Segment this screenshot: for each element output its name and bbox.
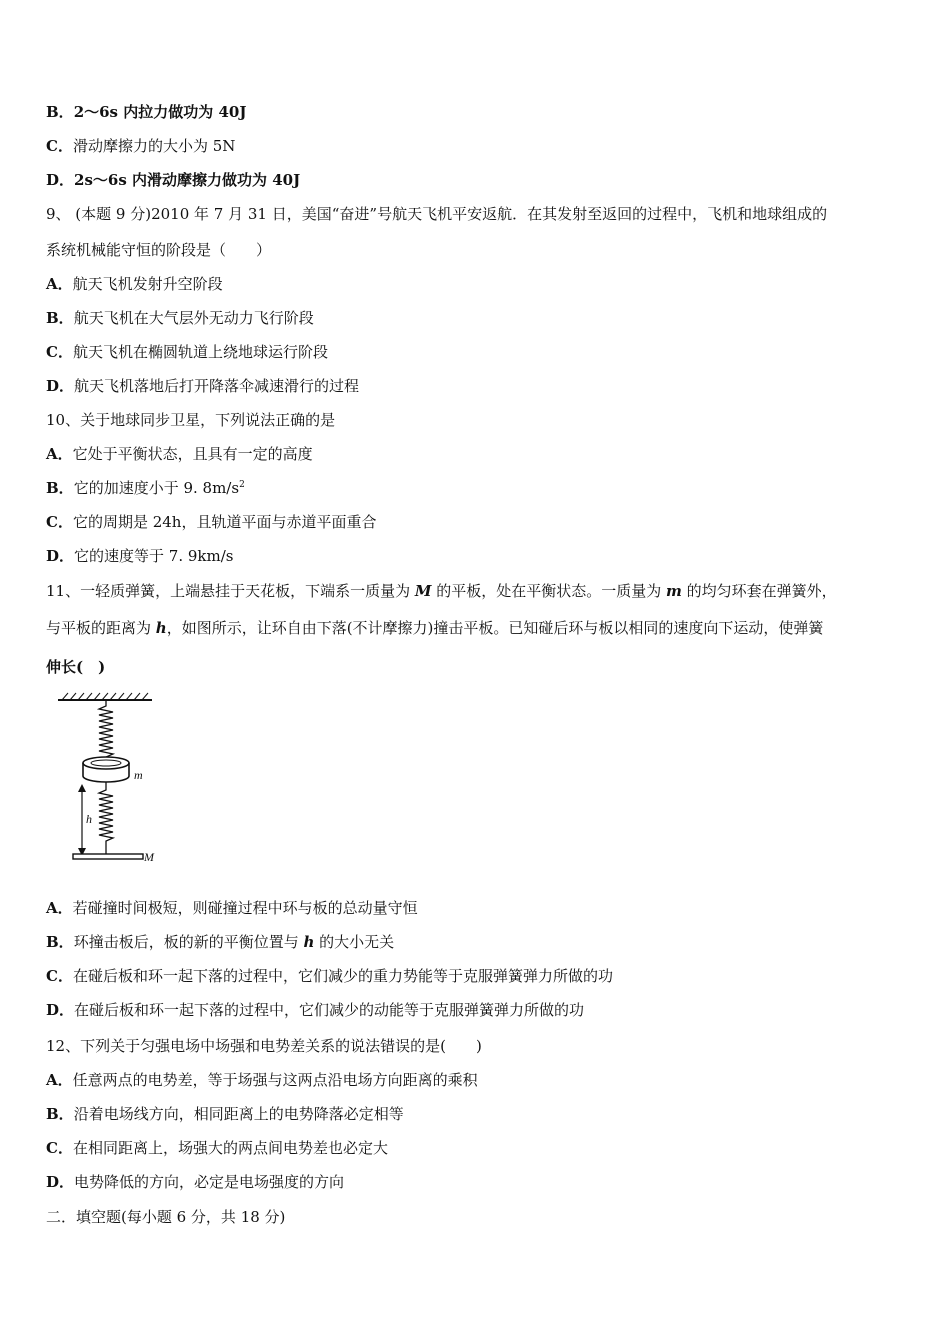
q12-option-d xyxy=(46,1172,344,1192)
h-arrow-head-top xyxy=(78,784,86,792)
section-heading: 二．填空题(每小题 6 分，共 18 分) xyxy=(46,1208,286,1226)
option-label: D． xyxy=(46,1001,75,1019)
option-text: 在碰后板和环一起下落的过程中，它们减少的动能等于克服弹簧弹力所做的功 xyxy=(74,1001,585,1019)
var-h: h xyxy=(303,933,315,951)
option-label: A． xyxy=(46,275,73,293)
option-label: D． xyxy=(46,547,75,565)
option-text: 它处于平衡状态，且具有一定的高度 xyxy=(72,445,313,463)
option-text: 2s～6s 内滑动摩擦力做功为 40J xyxy=(74,171,301,189)
q9-stem-line2: 系统机械能守恒的阶段是（ ） xyxy=(46,241,272,259)
option-label: C． xyxy=(46,137,73,155)
q9-option-a xyxy=(46,274,223,294)
option-text: 在碰后板和环一起下落的过程中，它们减少的重力势能等于克服弹簧弹力所做的功 xyxy=(72,967,613,985)
h-label: h xyxy=(86,812,92,826)
option-text: 滑动摩擦力的大小为 5N xyxy=(72,137,236,155)
option-label: B． xyxy=(46,1105,74,1123)
option-label: D． xyxy=(46,171,75,189)
plate xyxy=(73,854,143,859)
ring-inner xyxy=(91,760,121,766)
q11-option-b xyxy=(46,932,394,952)
option-label: C． xyxy=(46,967,73,985)
option-text: 沿着电场线方向，相同距离上的电势降落必定相等 xyxy=(73,1105,404,1123)
q10-option-a xyxy=(46,444,313,464)
stem-text: 与平板的距离为 xyxy=(46,619,156,637)
option-label: C． xyxy=(46,1139,73,1157)
option-label: B． xyxy=(46,309,74,327)
option-label: D． xyxy=(46,377,75,395)
q11-stem-line1 xyxy=(46,581,837,601)
q12-option-b xyxy=(46,1104,404,1124)
option-label: C． xyxy=(46,513,73,531)
q8-option-c xyxy=(46,136,235,156)
spring-lower xyxy=(99,782,113,854)
var-m: m xyxy=(666,582,682,600)
plate-mass-label: M xyxy=(144,850,154,864)
option-text: 它的加速度小于 9. 8m/s xyxy=(73,479,240,497)
option-text: 它的周期是 24h，且轨道平面与赤道平面重合 xyxy=(72,513,377,531)
q10-option-d xyxy=(46,546,233,566)
q9-stem-line1: 9、 (本题 9 分)2010 年 7 月 31 日，美国“奋进”号航天飞机平安返航．在其发射至返回的过程中，飞机和地球组成的 xyxy=(46,205,828,223)
q10-option-c xyxy=(46,512,376,532)
stem-text: ，如图所示，让环自由下落(不计摩擦力)撞击平板。已知碰后环与板以相同的速度向下运动，使弹簧 xyxy=(166,619,824,637)
option-text: 航天飞机发射升空阶段 xyxy=(72,275,223,293)
var-h: h xyxy=(155,619,167,637)
q12-stem: 12、下列关于匀强电场中场强和电势差关系的说法错误的是( ) xyxy=(46,1037,482,1055)
stem-text: 11、一轻质弹簧，上端悬挂于天花板，下端系一质量为 xyxy=(46,582,415,600)
q10-option-b xyxy=(46,478,245,498)
option-label: A． xyxy=(46,445,73,463)
option-text: 它的速度等于 7. 9km/s xyxy=(74,547,234,565)
spring-upper xyxy=(99,700,113,760)
q8-option-b xyxy=(46,102,246,122)
q9-option-b xyxy=(46,308,314,328)
option-text: 电势降低的方向，必定是电场强度的方向 xyxy=(74,1173,345,1191)
option-label: B． xyxy=(46,933,74,951)
ceiling-hatch xyxy=(62,693,148,700)
option-text: 任意两点的电势差，等于场强与这两点沿电场方向距离的乘积 xyxy=(72,1071,478,1089)
option-text: 环撞击板后，板的新的平衡位置与 xyxy=(73,933,304,951)
option-text: 若碰撞时间极短，则碰撞过程中环与板的总动量守恒 xyxy=(72,899,418,917)
option-text: 航天飞机落地后打开降落伞减速滑行的过程 xyxy=(74,377,360,395)
superscript: 2 xyxy=(239,480,245,490)
option-text: 航天飞机在椭圆轨道上绕地球运行阶段 xyxy=(72,343,328,361)
ring-mass-label: m xyxy=(134,768,143,782)
spring-ring-diagram xyxy=(48,690,168,870)
option-text: 的大小无关 xyxy=(314,933,395,951)
stem-text: 的平板，处在平衡状态。一质量为 xyxy=(431,582,667,600)
q11-option-c xyxy=(46,966,613,986)
q12-option-a xyxy=(46,1070,478,1090)
q11-option-a xyxy=(46,898,418,918)
q10-stem: 10、关于地球同步卫星，下列说法正确的是 xyxy=(46,411,336,429)
q11-stem-line2 xyxy=(46,618,823,638)
stem-text: 的均匀环套在弹簧外， xyxy=(681,582,837,600)
var-M: M xyxy=(414,582,432,600)
option-text: 2～6s 内拉力做功为 40J xyxy=(73,103,247,121)
option-label: D． xyxy=(46,1173,75,1191)
q11-option-d xyxy=(46,1000,584,1020)
option-text: 航天飞机在大气层外无动力飞行阶段 xyxy=(73,309,314,327)
q12-option-c xyxy=(46,1138,388,1158)
q9-option-c xyxy=(46,342,328,362)
option-label: B． xyxy=(46,103,74,121)
q9-option-d xyxy=(46,376,359,396)
q11-stem-line3: 伸长( ) xyxy=(46,658,106,676)
option-label: A． xyxy=(46,1071,73,1089)
option-label: C． xyxy=(46,343,73,361)
option-text: 在相同距离上，场强大的两点间电势差也必定大 xyxy=(72,1139,388,1157)
q8-option-d xyxy=(46,170,300,190)
option-label: B． xyxy=(46,479,74,497)
option-label: A． xyxy=(46,899,73,917)
